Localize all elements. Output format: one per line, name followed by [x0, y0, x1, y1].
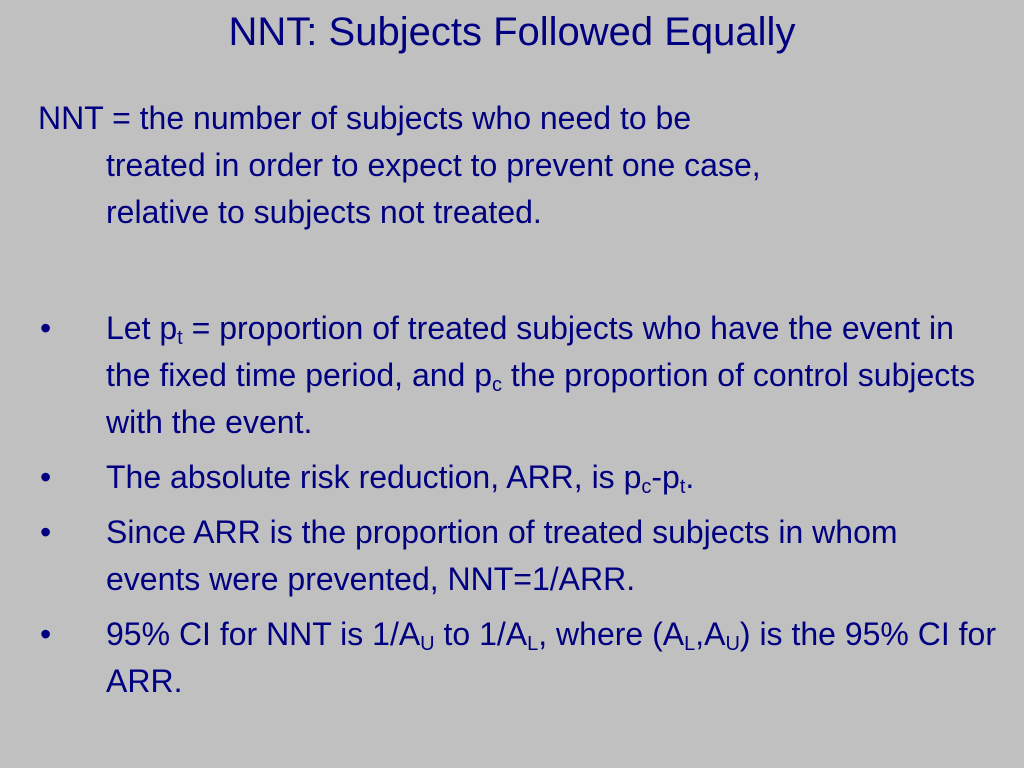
subscript: c — [641, 476, 652, 498]
subscript: U — [420, 633, 435, 655]
bullet-list — [38, 305, 998, 713]
bullet-item-pt-pc — [38, 305, 998, 446]
bullet-text: Let p — [106, 310, 178, 346]
bullet-text: -p — [651, 459, 680, 495]
bullet-text: , where (A — [538, 616, 685, 652]
bullet-item-nnt-formula — [38, 509, 998, 603]
bullet-item-ci — [38, 611, 998, 705]
bullet-text: the proportion of control subjects with the event. — [106, 357, 976, 440]
bullet-text: . — [685, 459, 695, 495]
subscript: t — [177, 327, 183, 349]
slide-title: NNT: Subjects Followed Equally — [228, 10, 796, 54]
nnt-definition — [38, 95, 998, 236]
subscript: c — [492, 374, 503, 396]
bullet-text: 95% CI for NNT is 1/A — [106, 616, 421, 652]
bullet-text: = proportion of treated subjects who have the event in the fixed time period, and p — [106, 310, 954, 393]
bullet-text: ) is the 95% CI for ARR. — [106, 616, 996, 699]
definition-line-2: treated in order to expect to prevent one case, — [106, 147, 761, 183]
bullet-text: The absolute risk reduction, ARR, is p — [106, 459, 642, 495]
bullet-icon: • — [40, 310, 52, 346]
bullet-text: Since ARR is the proportion of treated subjects in whom events were prevented, NNT=1/ARR. — [106, 514, 898, 597]
bullet-icon: • — [40, 459, 52, 495]
bullet-text: ,A — [695, 616, 726, 652]
bullet-icon: • — [40, 616, 52, 652]
subscript: t — [679, 476, 686, 498]
subscript: L — [527, 633, 539, 655]
definition-line-1: NNT = the number of subjects who need to be — [38, 100, 692, 136]
bullet-text: to 1/A — [434, 616, 528, 652]
subscript: L — [684, 633, 696, 655]
bullet-icon: • — [40, 514, 52, 550]
subscript: U — [725, 633, 740, 655]
bullet-item-arr — [38, 454, 998, 501]
definition-line-3: relative to subjects not treated. — [106, 194, 542, 230]
